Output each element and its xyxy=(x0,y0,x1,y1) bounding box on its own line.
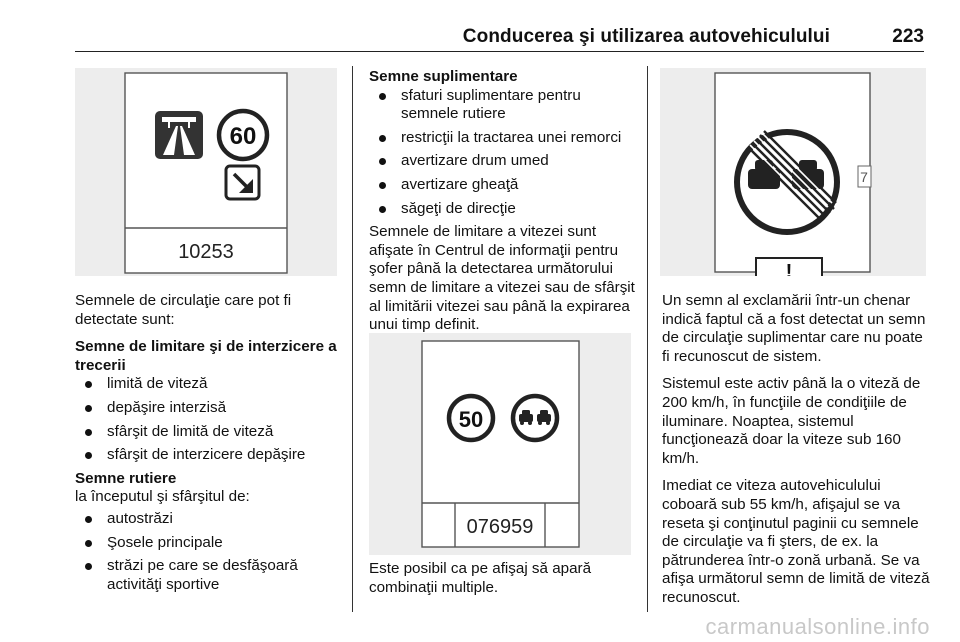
section-heading-restrictions: Semne de limitare şi de interzicere a trecerii xyxy=(75,338,337,374)
section-heading-road-signs: Semne rutiere xyxy=(75,469,177,487)
list-item: sfaturi suplimentare pentru semnele rutiere xyxy=(369,87,641,124)
list-item: autostrăzi xyxy=(75,510,345,529)
figure-code-2: 076959 xyxy=(466,516,534,538)
svg-text:50: 50 xyxy=(458,407,484,432)
supplementary-symbol-icon xyxy=(858,166,871,187)
figure-end-of-restriction-display xyxy=(660,68,926,276)
list-item: străzi pe care se desfăşoară activităţi sportive xyxy=(75,557,345,594)
motorway-icon xyxy=(155,111,203,159)
list-item: sfârşit de limită de viteză xyxy=(75,423,345,442)
figure-code-1: 10253 xyxy=(178,241,234,263)
list-item: avertizare gheaţă xyxy=(369,176,641,195)
column-divider-2 xyxy=(647,66,648,612)
watermark: carmanualsonline.info xyxy=(705,614,930,639)
list-item: Şosele principale xyxy=(75,534,345,553)
list-item: avertizare drum umed xyxy=(369,152,641,171)
list-item: restricţii la tractarea unei remorci xyxy=(369,129,641,148)
end-of-no-overtaking-icon xyxy=(737,131,837,232)
speed-limit-icon xyxy=(449,396,493,440)
column-2-top xyxy=(369,68,641,335)
supplementary-sign-list xyxy=(369,87,641,219)
page-header-title: Conducerea şi utilizarea autovehiculului xyxy=(462,26,830,47)
end-of-restriction-display-illustration xyxy=(660,68,926,276)
svg-text:!: ! xyxy=(785,261,793,276)
column-divider-1 xyxy=(352,66,353,612)
figure-motorway-display xyxy=(75,68,337,276)
column-2-bottom xyxy=(369,560,641,597)
svg-text:60: 60 xyxy=(229,123,257,150)
no-overtaking-icon xyxy=(513,396,557,440)
exclamation-paragraph: Un semn al exclamării într-un chenar indică faptul că a fost detectat un semn de circulaţie suplimentar care nu poate fi recunoscut de sistem. xyxy=(662,292,926,365)
intro-text: Semnele de circulaţie care pot fi detectate sunt: xyxy=(75,292,292,328)
column-1 xyxy=(75,292,345,599)
road-sign-list xyxy=(75,510,345,594)
header-rule xyxy=(75,51,924,52)
combined-signs-display-illustration xyxy=(369,333,631,555)
list-item: limită de viteză xyxy=(75,375,345,394)
page-number: 223 xyxy=(892,26,924,47)
motorway-speed-display-illustration xyxy=(75,68,337,276)
road-signs-intro: la începutul şi sfârşitul de: xyxy=(75,488,250,506)
list-item: depăşire interzisă xyxy=(75,399,345,418)
unrecognized-sign-box xyxy=(756,258,822,276)
speed-display-paragraph: Semnele de limitare a vitezei sunt afişate în Centrul de informaţii pentru şofer până la detectarea următorului semn de limitare a vitezei sau de sfârşit al limitării vitezei sau până la expirarea unui timp definit. xyxy=(369,223,635,334)
list-item: sfârşit de interzicere depăşire xyxy=(75,446,345,465)
figure-combined-signs-display xyxy=(369,333,631,555)
column-3 xyxy=(662,292,934,608)
restriction-sign-list xyxy=(75,375,345,464)
system-active-paragraph: Sistemul este activ până la o viteză de 200 km/h, în funcţiile de condiţiile de iluminare. Noaptea, sistemul funcţionează doar la viteze sub 160 km/h. xyxy=(662,375,921,467)
reset-paragraph: Imediat ce viteza autovehiculului coboară sub 55 km/h, afişajul se va reseta şi conţinutul paginii cu semnele de circulaţie va fi şters, de ex. la pătrunderea într-o zonă urbană. Se va afişa următorul semn de limită de viteză recunoscut. xyxy=(662,477,930,606)
direction-arrow-icon xyxy=(226,166,259,199)
multiple-combinations-paragraph: Este posibil ca pe afişaj să apară combinaţii multiple. xyxy=(369,560,592,596)
section-heading-supplementary: Semne suplimentare xyxy=(369,68,518,85)
list-item: săgeţi de direcţie xyxy=(369,200,641,219)
speed-limit-icon xyxy=(219,111,267,159)
svg-text:7: 7 xyxy=(860,169,868,185)
